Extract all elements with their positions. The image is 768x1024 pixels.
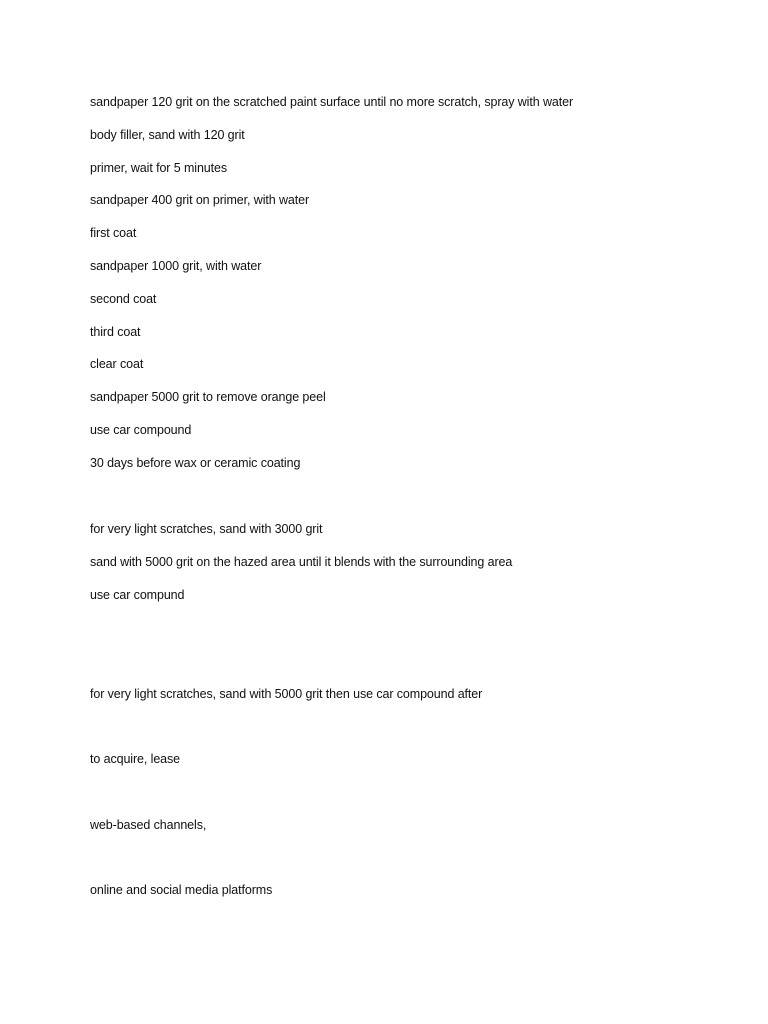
text-line: sandpaper 5000 grit to remove orange peel — [90, 390, 326, 404]
text-line: body filler, sand with 120 grit — [90, 128, 245, 142]
text-line: to acquire, lease — [90, 752, 181, 766]
text-line: second coat — [90, 292, 157, 306]
text-line: sandpaper 120 grit on the scratched paint surface until no more scratch, spray with water — [90, 95, 574, 109]
text-line: primer, wait for 5 minutes — [90, 161, 228, 175]
text-line: sand with 5000 grit on the hazed area until it blends with the surrounding area — [90, 555, 513, 569]
text-line: sandpaper 400 grit on primer, with water — [90, 193, 310, 207]
text-line: third coat — [90, 325, 141, 339]
text-line: first coat — [90, 226, 137, 240]
text-line: 30 days before wax or ceramic coating — [90, 456, 301, 470]
text-line: clear coat — [90, 357, 144, 371]
text-line: use car compound — [90, 423, 192, 437]
text-line: online and social media platforms — [90, 883, 273, 897]
text-line: sandpaper 1000 grit, with water — [90, 259, 262, 273]
text-line: web-based channels, — [90, 818, 207, 832]
text-line: use car compund — [90, 588, 185, 602]
text-line: for very light scratches, sand with 5000 grit then use car compound after — [90, 687, 483, 701]
text-line: for very light scratches, sand with 3000 grit — [90, 522, 323, 536]
